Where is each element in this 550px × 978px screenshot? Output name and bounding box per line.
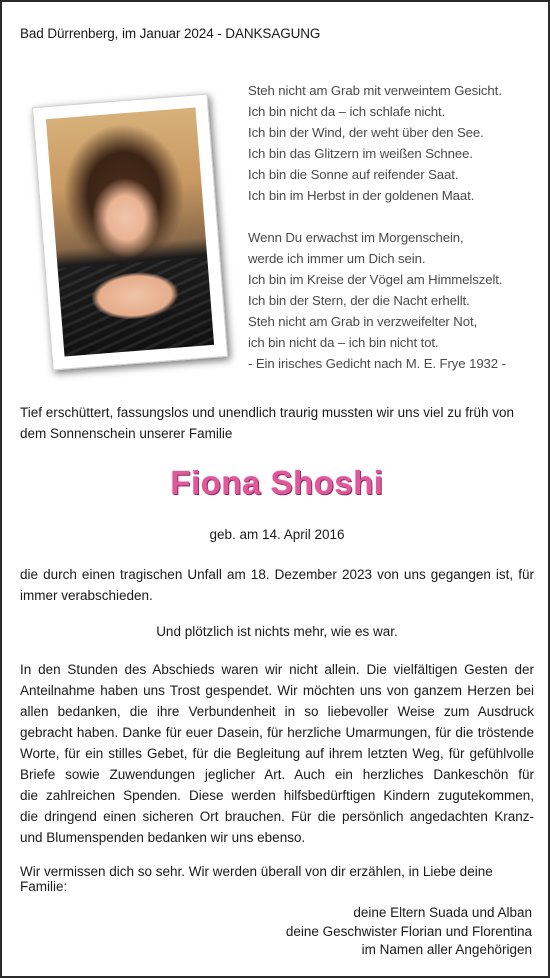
poem-attribution: - Ein irisches Gedicht nach M. E. Frye 1932 - xyxy=(248,356,506,371)
poem-line: Ich bin im Kreise der Vögel am Himmelszelt. xyxy=(248,272,503,287)
thanks-line: gebracht haben. Danke für euer Dasein, für herzliche Umarmungen, für die tröstende xyxy=(20,725,534,740)
thanks-line: allen bedanken, die ihre Verbundenheit in so liebevoller Weise zum Ausdruck xyxy=(20,704,534,719)
signature-line: deine Eltern Suada und Alban xyxy=(353,905,532,920)
poem-line: Ich bin der Wind, der weht über den See. xyxy=(248,125,484,140)
thanks-line: Briefe sowie Zuwendungen jeglicher Art. Auch ein herzliches Dankeschön für xyxy=(20,767,534,782)
sudden-line: Und plötzlich ist nichts mehr, wie es war. xyxy=(156,624,398,639)
thanks-line: die zahlreichen Spenden. Diese werden hilfsbedürftigen Kindern zugutekommen, xyxy=(20,788,534,803)
thanks-line: Anteilnahme haben uns Trost gespendet. Wir möchten uns von ganzem Herzen bei xyxy=(20,683,534,698)
photo-frame xyxy=(32,94,228,371)
photo-heart-hands xyxy=(90,269,179,322)
poem-line: werde ich immer um Dich sein. xyxy=(248,251,426,266)
closing-line: Wir vermissen dich so sehr. Wir werden überall von dir erzählen, in Liebe deine Familie: xyxy=(20,864,493,894)
poem-stanza-1 xyxy=(248,80,506,206)
passing-text: die durch einen tragischen Unfall am 18. Dezember 2023 von uns gegangen ist, für immer verabschieden. xyxy=(20,567,534,603)
thanks-line: In den Stunden des Abschieds waren wir nicht allein. Die vielfältigen Gesten der xyxy=(20,662,534,677)
poem-line: Steh nicht am Grab in verzweifelter Not, xyxy=(248,314,478,329)
poem-line: Ich bin der Stern, der die Nacht erhellt. xyxy=(248,293,470,308)
thanks-line: und Blumenspenden bedanken wir uns ebenso. xyxy=(20,830,306,845)
intro-text: Tief erschüttert, fassungslos und unendlich traurig mussten wir uns viel zu früh von dem Sonnenschein unserer Familie xyxy=(20,405,514,441)
poem-line: Steh nicht am Grab mit verweintem Gesicht. xyxy=(248,83,502,98)
birth-date: geb. am 14. April 2016 xyxy=(209,527,345,542)
header-line: Bad Dürrenberg, im Januar 2024 - DANKSAGUNG xyxy=(20,26,321,41)
poem-line: Ich bin im Herbst in der goldenen Maat. xyxy=(248,188,475,203)
signature-line: deine Geschwister Florian und Florentina xyxy=(285,923,532,939)
poem-line: Ich bin die Sonne auf reifender Saat. xyxy=(248,167,459,182)
signature-block xyxy=(286,904,532,960)
thanks-line: die dringend einen sicheren Ort brauchen. Für die persönlich angedachten Kranz- xyxy=(20,809,534,824)
poem-line: Ich bin das Glitzern im weißen Schnee. xyxy=(248,146,473,161)
deceased-name: Fiona Shoshi xyxy=(170,464,384,501)
poem-line: Wenn Du erwachst im Morgenschein, xyxy=(248,230,464,245)
child-photo xyxy=(46,107,214,356)
poem-stanza-2 xyxy=(248,227,506,374)
poem-line: Ich bin nicht da – ich schlafe nicht. xyxy=(248,104,446,119)
poem xyxy=(248,80,506,395)
thanks-paragraph xyxy=(20,659,534,848)
poem-line: ich bin nicht da – ich bin nicht tot. xyxy=(248,335,439,350)
thanks-line: Worte, für ein stilles Gebet, für die Begleitung auf ihrem letzten Weg, für gefühlvolle xyxy=(20,746,534,761)
signature-line: im Namen aller Angehörigen xyxy=(361,942,532,957)
